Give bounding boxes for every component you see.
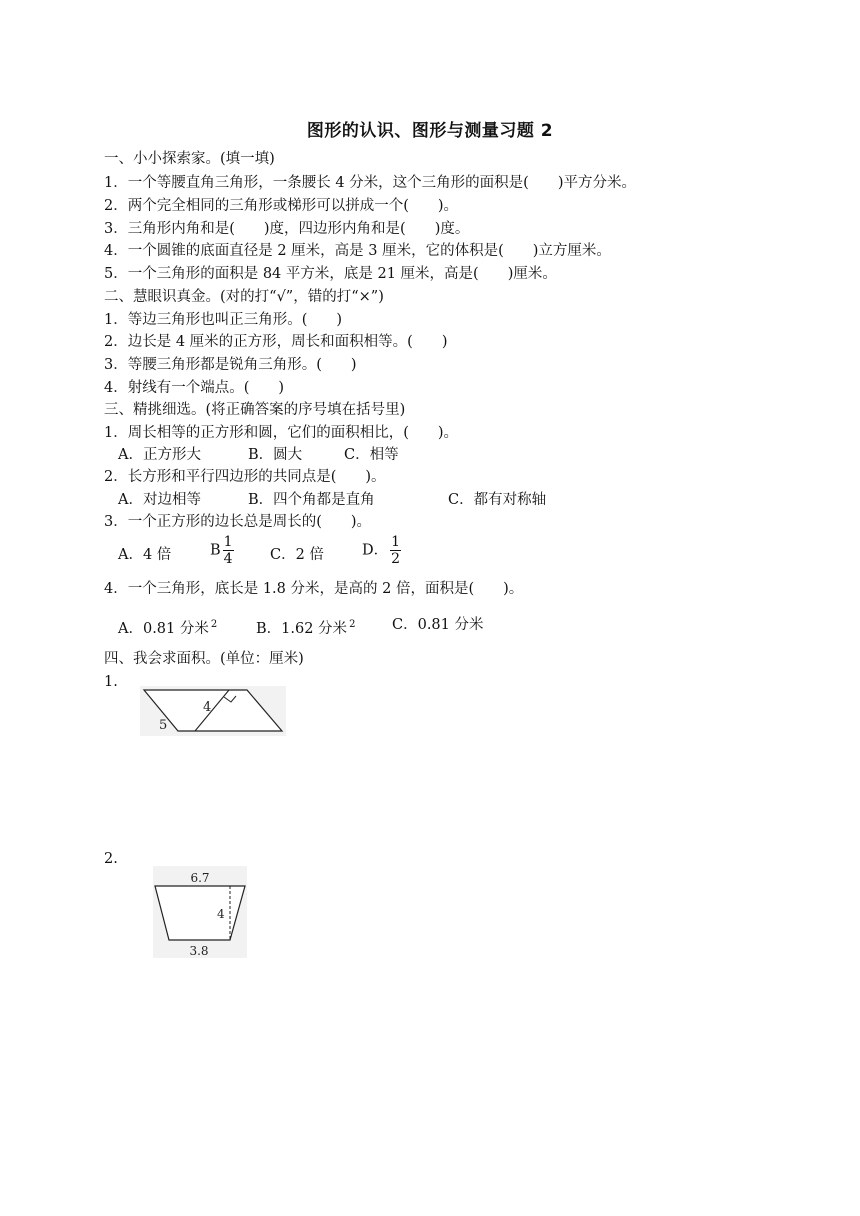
top-base-label: 6.7 — [190, 871, 210, 885]
fraction-numerator: 1 — [223, 534, 233, 550]
parallelogram-figure — [140, 686, 286, 736]
trapezoid-shape — [155, 886, 245, 940]
option-a-text: A．0.81 分米 — [118, 621, 209, 637]
section3-q1-text: 1．周长相等的正方形和圆，它们的面积相比，( )。 — [104, 425, 459, 441]
section2-item-2: 2．边长是 4 厘米的正方形，周长和面积相等。( ) — [104, 334, 448, 350]
section3-q3-option-a: A．4 倍 — [118, 547, 172, 563]
section3-q2-option-c: C．都有对称轴 — [448, 492, 547, 508]
height-label: 4 — [217, 907, 225, 921]
slant-side-label: 5 — [159, 718, 168, 733]
section3-q1-option-b: B．圆大 — [248, 447, 303, 463]
section3-q1-option-c: C．相等 — [344, 447, 399, 463]
section3-q4-option-b — [256, 614, 355, 640]
fraction-numerator: 1 — [391, 534, 401, 550]
fraction-one-quarter — [223, 534, 234, 567]
section1-item-5: 5．一个三角形的面积是 84 平方米，底是 21 厘米，高是( )厘米。 — [104, 266, 557, 282]
page-title: 图形的认识、图形与测量习题 2 — [306, 121, 554, 141]
section2-item-4: 4．射线有一个端点。( ) — [104, 380, 285, 396]
section1-item-4: 4．一个圆锥的底面直径是 2 厘米，高是 3 厘米，它的体积是( )立方厘米。 — [104, 243, 611, 259]
section3-q3-option-d — [362, 534, 403, 567]
option-d-label: D． — [362, 542, 389, 559]
bottom-base-label: 3.8 — [189, 944, 209, 958]
square-unit-superscript: 2 — [349, 619, 356, 630]
section4-heading: 四、我会求面积。(单位：厘米) — [104, 651, 304, 667]
section2-heading: 二、慧眼识真金。(对的打“√”，错的打“×”) — [104, 289, 384, 305]
section3-q2-text: 2．长方形和平行四边形的共同点是( )。 — [104, 469, 386, 485]
section3-q2-option-a: A．对边相等 — [118, 492, 201, 508]
section3-q3-option-b — [210, 534, 236, 567]
trapezoid-figure — [153, 866, 247, 958]
fraction-denominator: 2 — [391, 551, 401, 567]
figure1-number: 1. — [104, 674, 118, 690]
option-b-text: B．1.62 分米 — [256, 621, 348, 637]
fraction-one-half — [390, 534, 401, 567]
section1-heading: 一、小小探索家。(填一填) — [104, 151, 275, 167]
section3-q1-option-a: A．正方形大 — [118, 447, 201, 463]
section3-q4-text: 4．一个三角形，底长是 1.8 分米，是高的 2 倍，面积是( )。 — [104, 581, 524, 597]
height-label: 4 — [203, 700, 212, 715]
square-unit-superscript: 2 — [210, 619, 218, 630]
section3-q3-option-c: C．2 倍 — [270, 547, 324, 563]
section3-q4-option-c: C．0.81 分米 — [392, 617, 484, 633]
section1-item-3: 3．三角形内角和是( )度，四边形内角和是( )度。 — [104, 221, 470, 237]
section2-item-1: 1．等边三角形也叫正三角形。( ) — [104, 312, 343, 328]
section3-q4-option-a — [118, 614, 217, 640]
section3-q3-text: 3．一个正方形的边长总是周长的( )。 — [104, 514, 372, 530]
fraction-denominator: 4 — [223, 551, 233, 567]
figure2-number: 2. — [104, 851, 118, 867]
section1-item-1: 1．一个等腰直角三角形，一条腰长 4 分米，这个三角形的面积是( )平方分米。 — [104, 175, 636, 191]
option-b-label: B — [210, 542, 221, 559]
section3-q2-option-b: B．四个角都是直角 — [248, 492, 375, 508]
section3-heading: 三、精挑细选。(将正确答案的序号填在括号里) — [104, 402, 406, 418]
section2-item-3: 3．等腰三角形都是锐角三角形。( ) — [104, 357, 357, 373]
section1-item-2: 2．两个完全相同的三角形或梯形可以拼成一个( )。 — [104, 198, 459, 214]
